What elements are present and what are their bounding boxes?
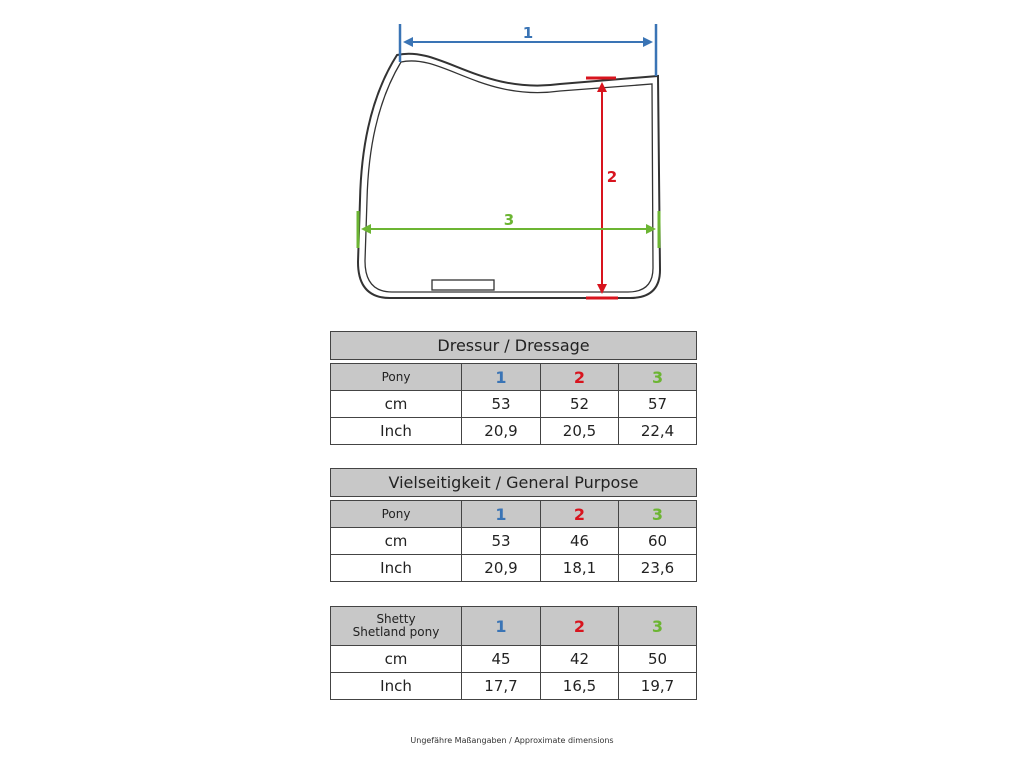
- table-row: [331, 418, 697, 445]
- header-measure-2: 2: [541, 501, 619, 528]
- value-cell: 53: [462, 391, 541, 418]
- header-measure-1: 1: [462, 501, 541, 528]
- size-name-line: Shetty: [376, 612, 416, 626]
- header-measure-1: 1: [462, 364, 541, 391]
- table-row: [331, 673, 697, 700]
- value-cell: 18,1: [541, 555, 619, 582]
- value-cell: 45: [462, 646, 541, 673]
- value-cell: 53: [462, 528, 541, 555]
- table-row: [331, 646, 697, 673]
- header-measure-2: 2: [541, 364, 619, 391]
- saddle-pad-diagram: [0, 0, 1024, 320]
- header-measure-2: 2: [541, 607, 619, 646]
- table-header-row: [331, 607, 697, 646]
- value-cell: 16,5: [541, 673, 619, 700]
- header-measure-3: 3: [619, 501, 697, 528]
- measure-3-label: 3: [503, 211, 515, 229]
- header-measure-1: 1: [462, 607, 541, 646]
- unit-label: Inch: [331, 555, 462, 582]
- value-cell: 20,9: [462, 555, 541, 582]
- measure-1-arrowhead-right: [643, 37, 653, 47]
- table-title: Vielseitigkeit / General Purpose: [331, 469, 697, 497]
- shetty-size-table: [330, 606, 697, 700]
- value-cell: 19,7: [619, 673, 697, 700]
- value-cell: 20,5: [541, 418, 619, 445]
- table-row: [331, 528, 697, 555]
- measure-1-label: 1: [522, 24, 534, 42]
- table-title: Dressur / Dressage: [331, 332, 697, 360]
- header-measure-3: 3: [619, 364, 697, 391]
- value-cell: 57: [619, 391, 697, 418]
- strap-slot: [432, 280, 494, 290]
- unit-label: cm: [331, 528, 462, 555]
- measure-1-arrowhead-left: [403, 37, 413, 47]
- value-cell: 42: [541, 646, 619, 673]
- header-measure-3: 3: [619, 607, 697, 646]
- size-name-line: Shetland pony: [352, 625, 440, 639]
- size-name: Pony: [331, 501, 462, 528]
- value-cell: 17,7: [462, 673, 541, 700]
- unit-label: cm: [331, 646, 462, 673]
- unit-label: Inch: [331, 418, 462, 445]
- size-name: Pony: [331, 364, 462, 391]
- unit-label: Inch: [331, 673, 462, 700]
- table-header-row: [331, 501, 697, 528]
- unit-label: cm: [331, 391, 462, 418]
- general-purpose-size-table: [330, 468, 697, 582]
- footnote: Ungefähre Maßangaben / Approximate dimensions: [410, 736, 614, 745]
- value-cell: 50: [619, 646, 697, 673]
- size-name: [331, 607, 462, 646]
- measure-2-label: 2: [606, 168, 618, 186]
- table-row: [331, 391, 697, 418]
- table-row: [331, 555, 697, 582]
- value-cell: 46: [541, 528, 619, 555]
- value-cell: 23,6: [619, 555, 697, 582]
- value-cell: 22,4: [619, 418, 697, 445]
- table-header-row: [331, 364, 697, 391]
- value-cell: 60: [619, 528, 697, 555]
- dressage-size-table: [330, 331, 697, 445]
- value-cell: 20,9: [462, 418, 541, 445]
- measure-3-arrowhead-right: [646, 224, 656, 234]
- value-cell: 52: [541, 391, 619, 418]
